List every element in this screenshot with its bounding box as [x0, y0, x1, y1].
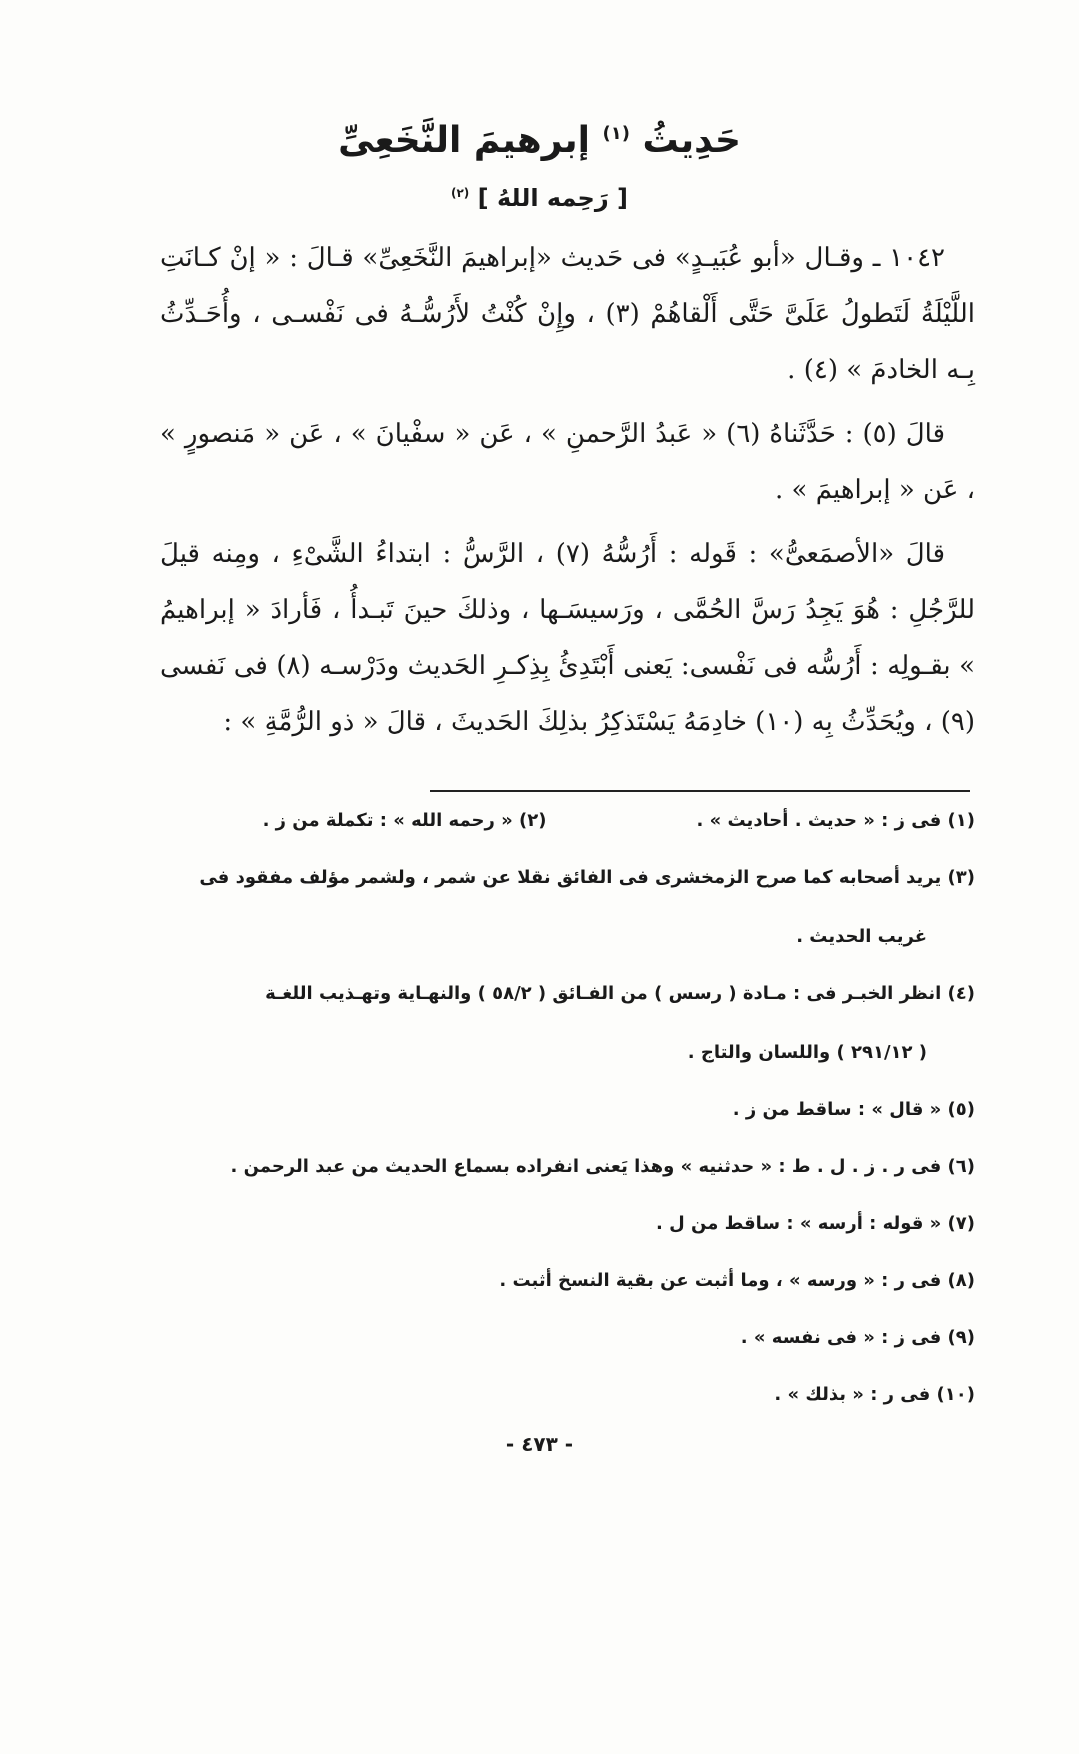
footnote-4-continuation: ( ٢٩١/١٢ ) واللسان والتاج .: [687, 1042, 927, 1063]
subtitle-footnote-marker: (٢): [450, 186, 470, 200]
subtitle-text: [ رَحِمه اللهُ ]: [477, 184, 628, 212]
footnote-3-text: (٣) يريد أصحابه كما صرح الزمخشرى فى الفائق نقلا عن شمر ، ولشمر مؤلف مفقود فى: [199, 867, 975, 888]
main-text: [160, 230, 975, 758]
footnotes: [160, 805, 975, 1436]
title-name: إبرهيمَ النَّخَعِىِّ: [338, 120, 590, 161]
paragraph-asmai: قالَ «الأصمَعىُّ» : قَوله : أَرُسُّهُ (٧) ، الرَّسُّ : ابتداءُ الشَّىْءِ ، ومِنه قيلَ للرَّجُلِ : هُوَ يَجِدُ رَسَّ الحُمَّى ، ورَسيسَـها ، وذلكَ حينَ تَبـدأُ ، فَأرادَ « إبراهيمُ » بقـولِه : أَرُسُّه فى نَفْسى: يَعنى أَبْتَدِئُ بِذِكـرِ الحَديث ودَرْسـه (٨) فى نَفسى (٩) ، ويُحَدِّثُ بِه (١٠) خادِمَهُ يَسْتَذكِرُ بذلِكَ الحَديثَ ، قالَ « ذو الرُّمَّةِ » :: [160, 539, 975, 737]
footnote-row-1-2: [160, 805, 975, 836]
footnote-9: (٩) فى ز : « فى نفسه » .: [740, 1327, 975, 1348]
paragraph-isnad: قالَ (٥) : حَدَّثَناهُ (٦) « عَبدُ الرَّحمنِ » ، عَن « سفْيانَ » ، عَن « مَنصورٍ » ، عَن « إبراهيمَ » .: [160, 419, 975, 505]
footnote-7: (٧) « قوله : أرسه » : ساقط من ل .: [656, 1213, 975, 1234]
footnote-separator: [430, 790, 970, 792]
footnote-4-text: (٤) انظر الخبـر فى : مـادة ( رسس ) من الفـائق ( ٥٨/٢ ) والنهـاية وتهـذيب اللغـة: [265, 983, 975, 1004]
footnote-3: [160, 862, 975, 952]
footnote-5: (٥) « قال » : ساقط من ز .: [732, 1099, 975, 1120]
footnote-6: (٦) فى ر . ز . ل . ط : « حدثنيه » وهذا يَعنى انفراده بسماع الحديث من عبد الرحمن .: [230, 1156, 975, 1177]
footnote-2: (٢) « رحمه الله » : تكملة من ز .: [262, 810, 547, 831]
paragraph-1042: ١٠٤٢ ـ وقـال «أبو عُبَيـدٍ» فى حَديث «إبراهيمَ النَّخَعِىِّ» قـالَ : « إنْ كـانَتِ اللَّيْلَةُ لَتَطولُ عَلَىَّ حَتَّى أَلْقاهُمْ (٣) ، وإِنْ كُنْتُ لأَرُسُّـهُ فى نَفْسـى ، وأُحَـدِّثُ بِـه الخادمَ » (٤) .: [160, 243, 975, 385]
footnote-1: (١) فى ز : « حديث . أحاديث » .: [696, 810, 975, 831]
chapter-subtitle: [0, 178, 1079, 213]
title-footnote-marker: (١): [602, 123, 630, 144]
footnote-3-continuation: غريب الحديث .: [796, 926, 927, 947]
title-word: حَدِيثُ: [642, 120, 741, 161]
footnote-4: [160, 978, 975, 1068]
chapter-title: [0, 112, 1079, 163]
footnote-10: (١٠) فى ر : « بذلك » .: [774, 1384, 975, 1405]
footnote-8: (٨) فى ر : « ورسه » ، وما أثبت عن بقية النسخ أثبت .: [499, 1270, 975, 1291]
page-number: - ٤٧٣ -: [505, 1432, 574, 1456]
